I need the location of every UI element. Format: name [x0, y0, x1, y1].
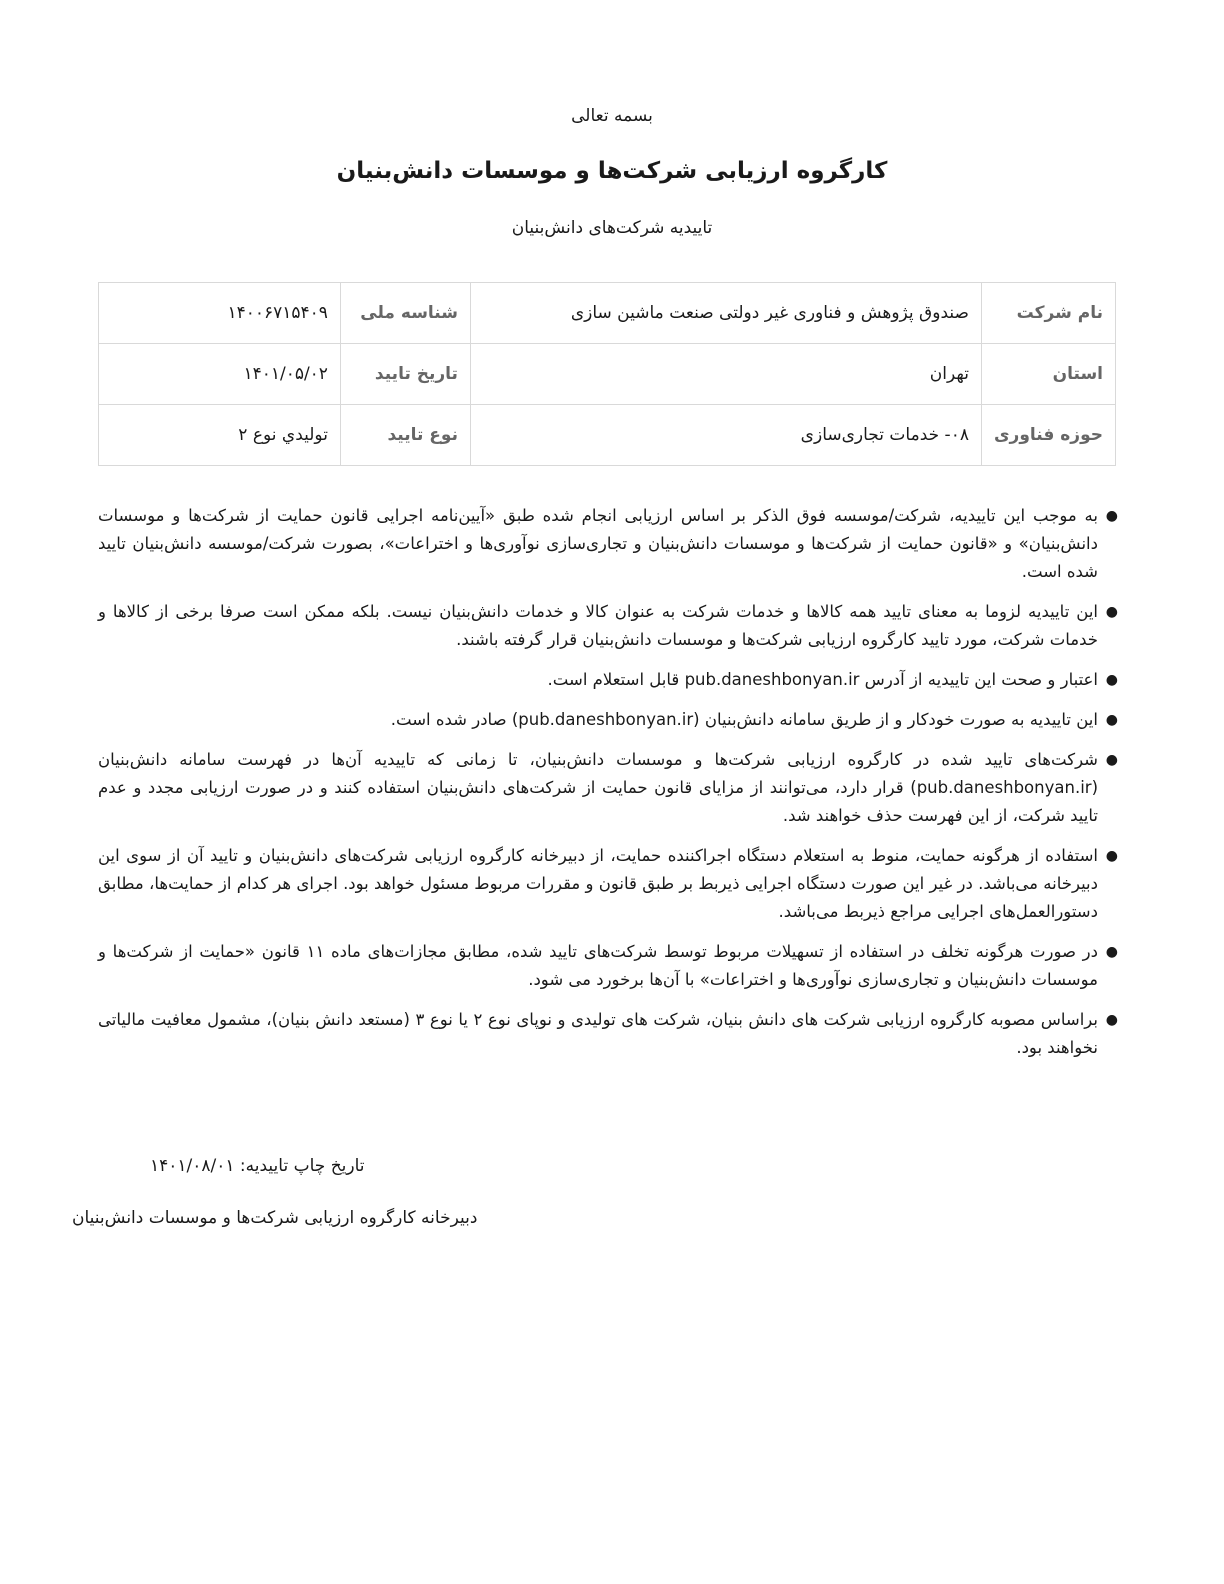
page-title: کارگروه ارزیابی شرکت‌ها و موسسات دانش‌بنیان: [336, 158, 888, 184]
note-text: به موجب این تاییدیه، شرکت/موسسه فوق الذکر بر اساس ارزیابی انجام شده طبق «آیین‌نامه اجرایی قانون حمایت از شرکت‌ها و موسسات دانش‌بنیان» و «قانون حمایت از شرکت‌ها و موسسات دانش‌بنیان و تجاری‌سازی نوآوری‌ها و اختراعات»، بصورت شرکت/موسسه دانش‌بنیان تایید شده است.: [98, 506, 1098, 581]
company-name-value: صندوق پژوهش و فناوری غیر دولتی صنعت ماشین سازی: [470, 283, 981, 344]
technology-field-label: حوزه فناوری: [981, 405, 1115, 466]
note-text: براساس مصوبه کارگروه ارزیابی شرکت های دانش بنیان، شرکت های تولیدی و نوپای نوع ۲ یا نوع ۳ (مستعد دانش بنیان)، مشمول معافیت مالیاتی نخواهند بود.: [98, 1010, 1098, 1057]
list-item: [98, 1006, 1118, 1062]
note-text: اعتبار و صحت این تاییدیه از آدرس pub.daneshbonyan.ir قابل استعلام است.: [547, 670, 1098, 689]
bullet-icon: ●: [1105, 944, 1118, 960]
approval-date-value: ۱۴۰۱/۰۵/۰۲: [99, 344, 341, 405]
company-name-label: نام شرکت: [981, 283, 1115, 344]
list-item: [98, 598, 1118, 654]
approval-type-value: توليدي نوع ۲: [99, 405, 341, 466]
list-item: [98, 666, 1118, 694]
bullet-icon: ●: [1105, 1012, 1118, 1028]
table-row: [99, 405, 1116, 466]
list-item: [98, 938, 1118, 994]
secretariat-signature: دبیرخانه کارگروه ارزیابی شرکت‌ها و موسسات دانش‌بنیان: [72, 1208, 478, 1228]
note-text: این تاییدیه لزوما به معنای تایید همه کالاها و خدمات شرکت به عنوان کالا و خدمات دانش‌بنیان نیست. بلکه ممکن است صرفا برخی از کالاها و خدمات شرکت، مورد تایید کارگروه ارزیابی شرکت‌ها و موسسات دانش‌بنیان قرار گرفته باشند.: [98, 602, 1098, 649]
bullet-icon: ●: [1105, 712, 1118, 728]
list-item: [98, 706, 1118, 734]
province-label: استان: [981, 344, 1115, 405]
technology-field-value: ۰۸- خدمات تجاری‌سازی: [470, 405, 981, 466]
list-item: [98, 746, 1118, 830]
bullet-icon: ●: [1105, 848, 1118, 864]
national-id-value: ۱۴۰۰۶۷۱۵۴۰۹: [99, 283, 341, 344]
bullet-icon: ●: [1105, 752, 1118, 768]
note-text: شرکت‌های تایید شده در کارگروه ارزیابی شرکت‌ها و موسسات دانش‌بنیان، تا زمانی که تاییدیه آن‌ها در فهرست سامانه دانش‌بنیان (pub.daneshbonyan.ir) قرار دارد، می‌توانند از مزایای قانون حمایت از شرکت‌های دانش‌بنیان استفاده کنند و در صورت ارزیابی مجدد و عدم تایید شرکت، از این فهرست حذف خواهند شد.: [98, 750, 1098, 825]
approval-type-label: نوع تایید: [340, 405, 470, 466]
page-subtitle: تاییدیه شرکت‌های دانش‌بنیان: [511, 218, 713, 238]
approval-date-label: تاریخ تایید: [340, 344, 470, 405]
national-id-label: شناسه ملی: [340, 283, 470, 344]
notes-list: [98, 502, 1118, 1074]
company-info-table: [98, 282, 1116, 466]
print-date: تاریخ چاپ تاییدیه: ۱۴۰۱/۰۸/۰۱: [150, 1156, 365, 1176]
list-item: [98, 842, 1118, 926]
bullet-icon: ●: [1105, 508, 1118, 524]
bullet-icon: ●: [1105, 672, 1118, 688]
note-text: در صورت هرگونه تخلف در استفاده از تسهیلات مربوط توسط شرکت‌های تایید شده، مطابق مجازات‌های ماده ۱۱ قانون «حمایت از شرکت‌ها و موسسات دانش‌بنیان و تجاری‌سازی نوآوری‌ها و اختراعات» با آن‌ها برخورد می شود.: [98, 942, 1098, 989]
note-text: استفاده از هرگونه حمایت، منوط به استعلام دستگاه اجراکننده حمایت، از دبیرخانه کارگروه ارزیابی شرکت‌های دانش‌بنیان و تایید آن از سوی این دبیرخانه می‌باشد. در غیر این صورت دستگاه اجرایی ذیربط بر طبق قانون و مقررات مربوط مسئول خواهد بود. اجرای هر کدام از حمایت‌ها، مطابق دستورالعمل‌های اجرایی مراجع ذیربط می‌باشد.: [98, 846, 1098, 921]
table-row: [99, 283, 1116, 344]
province-value: تهران: [470, 344, 981, 405]
table-row: [99, 344, 1116, 405]
list-item: [98, 502, 1118, 586]
invocation-text: بسمه تعالی: [571, 106, 653, 126]
note-text: این تاییدیه به صورت خودکار و از طریق سامانه دانش‌بنیان (pub.daneshbonyan.ir) صادر شده است.: [390, 710, 1098, 729]
bullet-icon: ●: [1105, 604, 1118, 620]
